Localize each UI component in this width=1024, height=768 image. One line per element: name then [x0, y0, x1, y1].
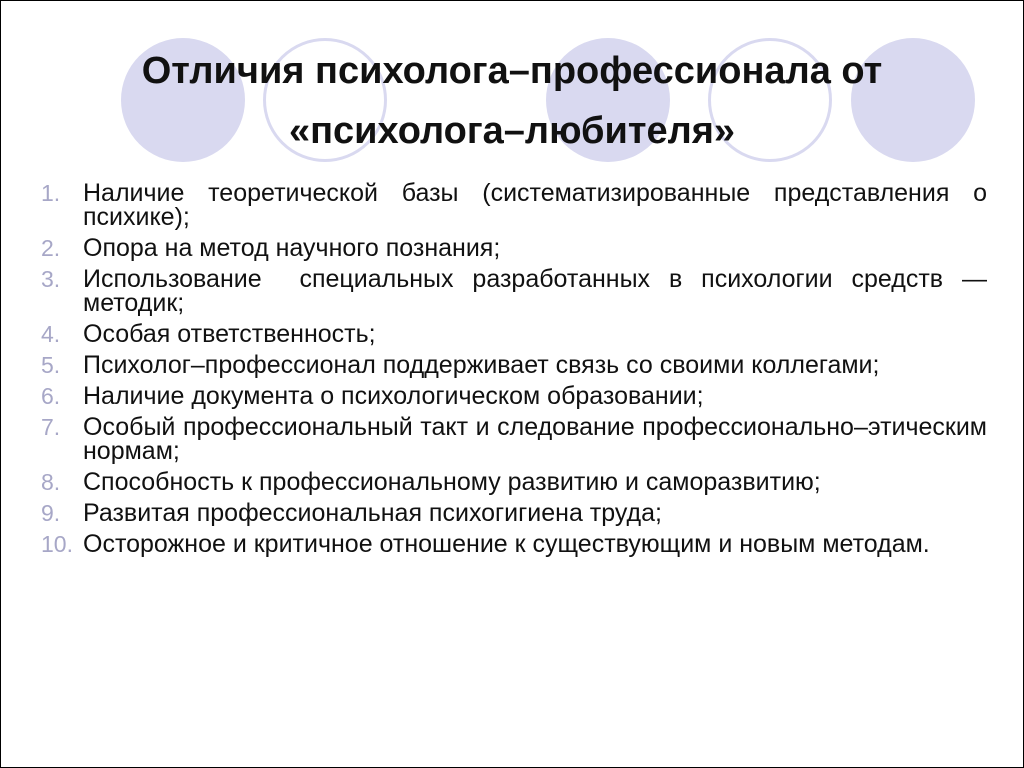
list-item-text: Осторожное и критичное отношение к существующим и новым методам. [83, 530, 930, 558]
title-line-1: Отличия психолога–профессионала от [141, 50, 883, 92]
list-item [41, 353, 987, 377]
list-item-text: Использование специальных разработанных в психологии средств — методик; [83, 265, 994, 317]
list-item-number: 6. [41, 383, 61, 409]
list-item-text: Психолог–профессионал поддерживает связь со своими коллегами; [83, 351, 880, 379]
list-item-number: 3. [41, 266, 61, 292]
list-item-text: Развитая профессиональная психогигиена труда; [83, 499, 662, 527]
slide-title [61, 41, 963, 161]
list-item [41, 236, 987, 260]
list-item-number: 9. [41, 500, 61, 526]
list-item [41, 322, 987, 346]
list-item-text: Наличие документа о психологическом образовании; [83, 382, 704, 410]
list-item [41, 179, 994, 231]
list-item [41, 265, 994, 317]
list-item-text: Способность к профессиональному развитию и саморазвитию; [83, 468, 821, 496]
list-item [41, 413, 994, 465]
list-item-number: 8. [41, 469, 61, 495]
list-item-text: Опора на метод научного познания; [83, 234, 501, 262]
list-item [41, 501, 987, 525]
list-item [41, 470, 987, 494]
list-item-number: 1. [41, 180, 61, 206]
list-item-text: Наличие теоретической базы (систематизированные представления о психике); [83, 179, 994, 231]
list-item-number: 10. [41, 531, 73, 557]
list-item [41, 384, 987, 408]
numbered-list [41, 179, 994, 563]
title-line-2: «психолога–любителя» [288, 110, 736, 152]
list-item-number: 4. [41, 321, 61, 347]
list-item-text: Особая ответственность; [83, 320, 376, 348]
list-item-number: 7. [41, 414, 61, 440]
list-item [41, 532, 987, 556]
list-item-text: Особый профессиональный такт и следование профессионально–этическим нормам; [83, 413, 994, 465]
list-item-number: 5. [41, 352, 61, 378]
list-item-number: 2. [41, 235, 61, 261]
